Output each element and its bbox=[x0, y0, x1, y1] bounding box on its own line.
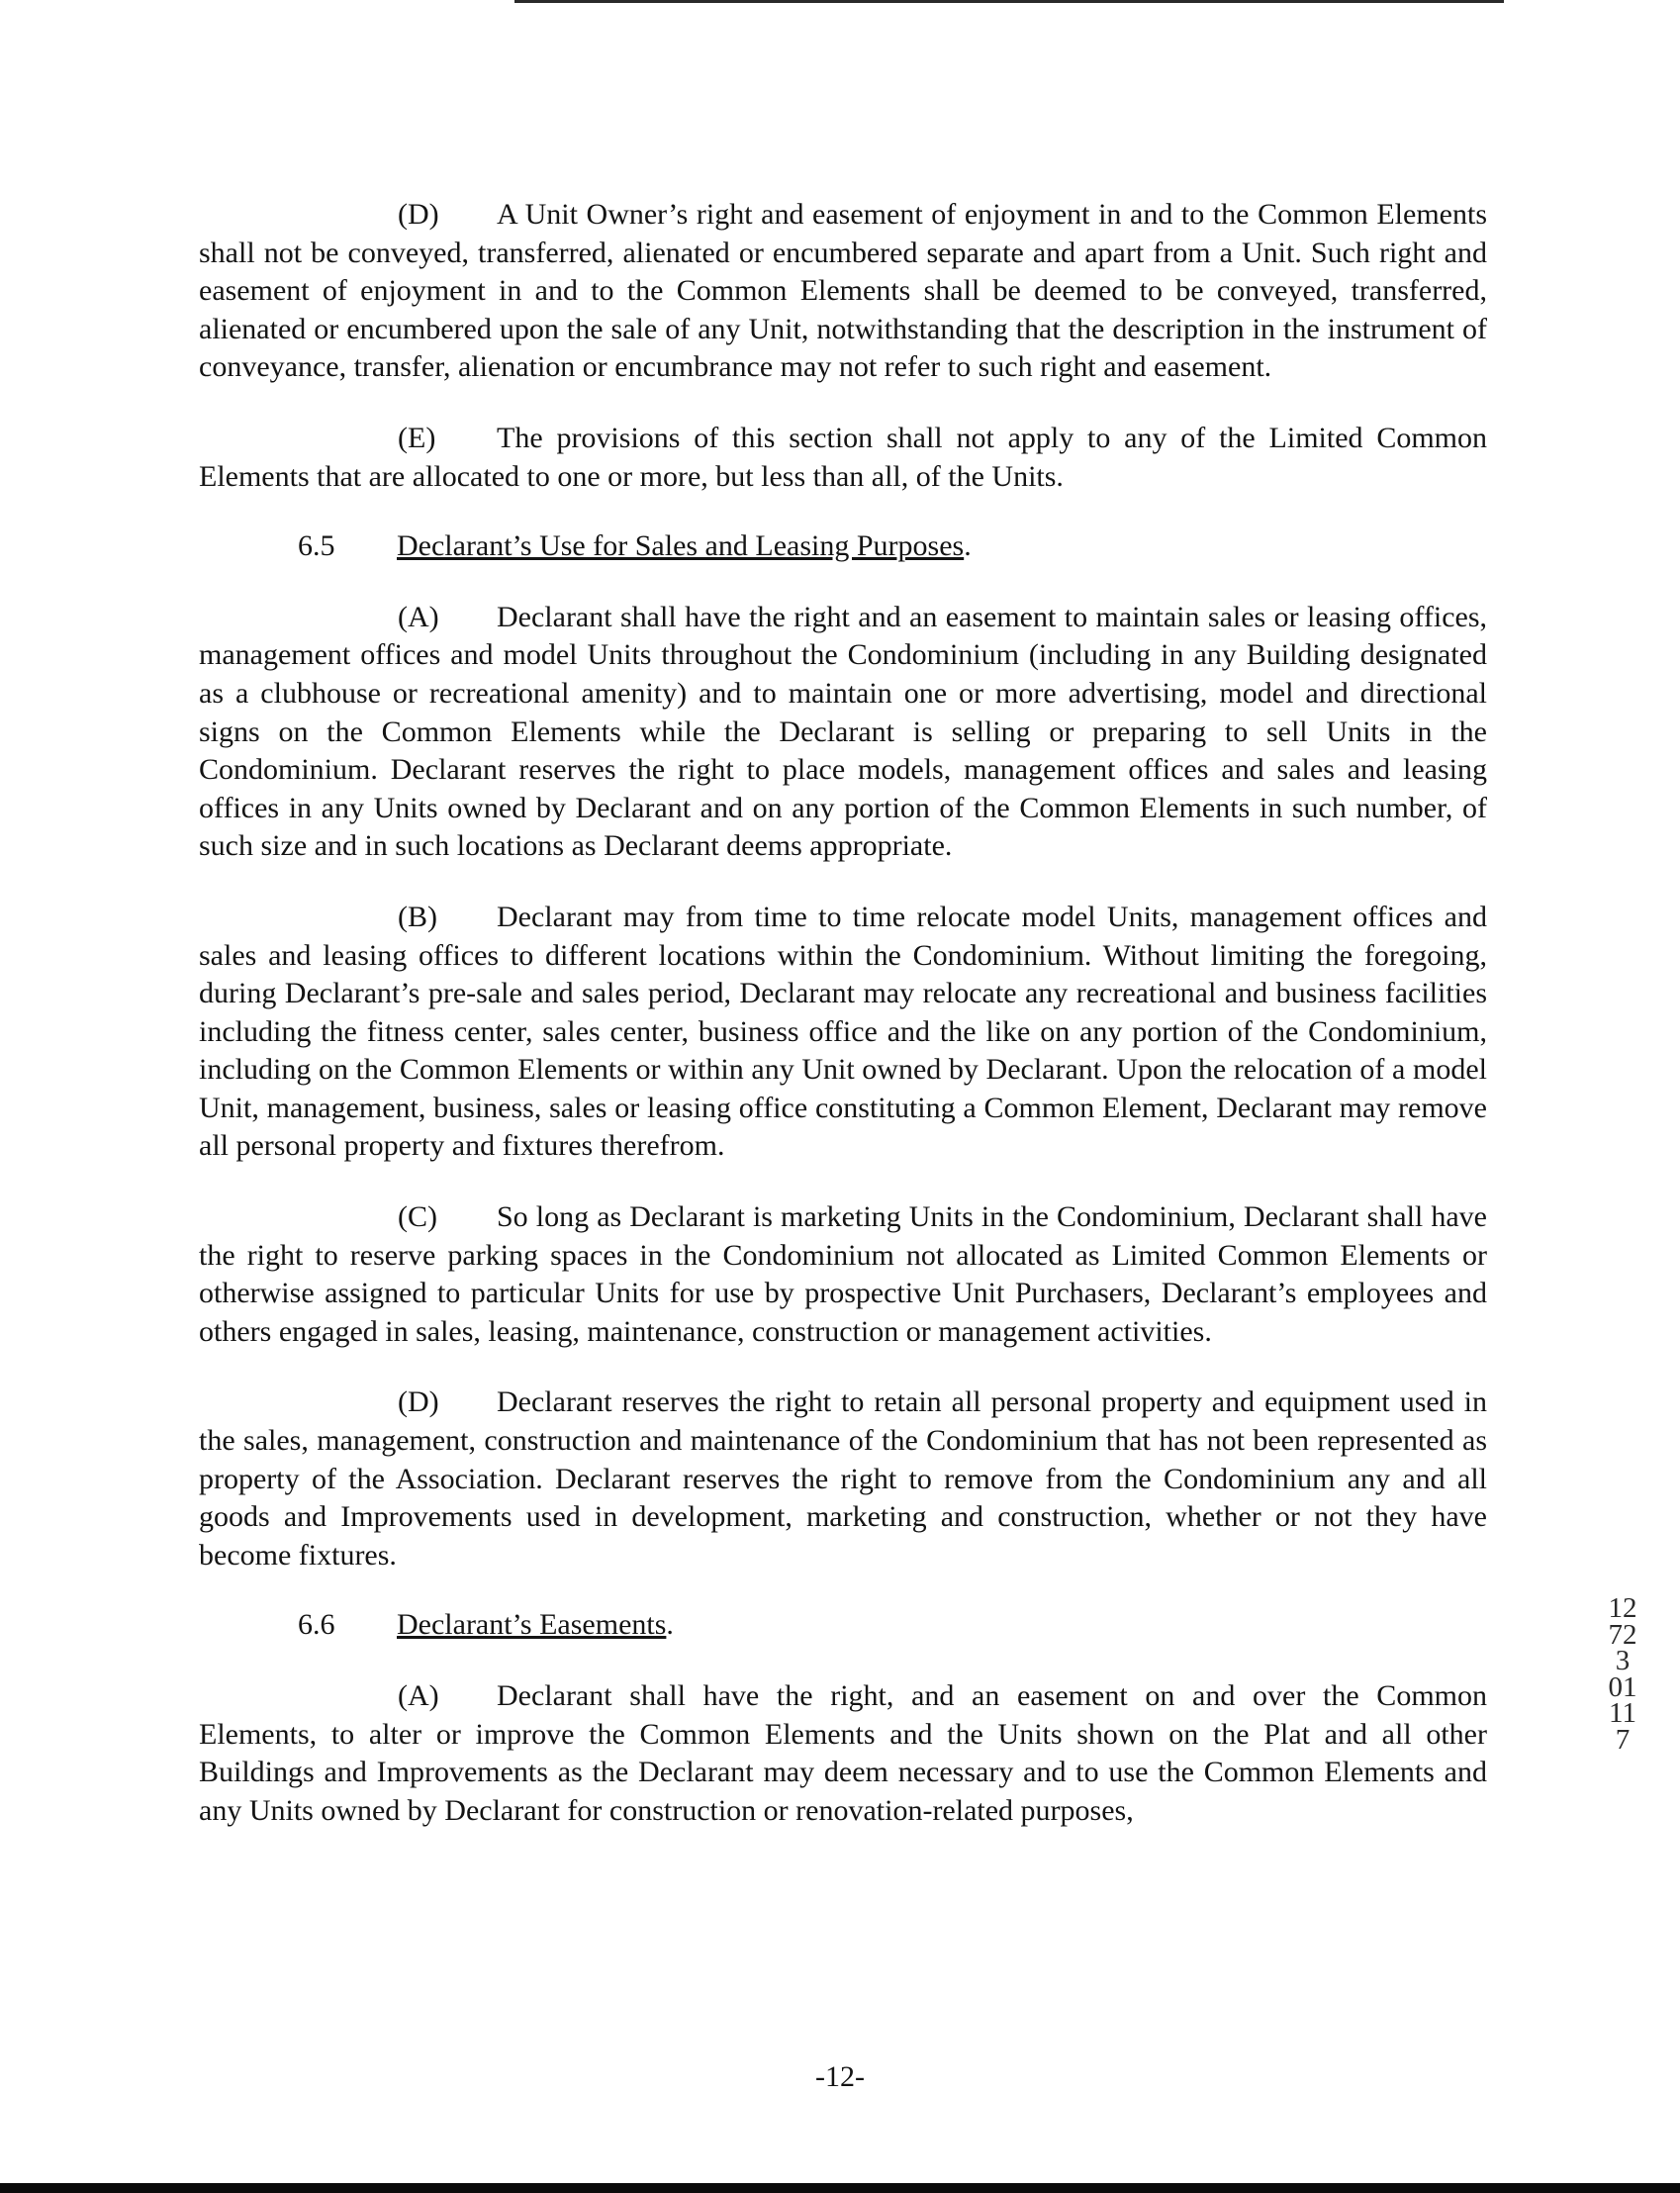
paragraph-6-6-a bbox=[199, 1677, 1487, 1830]
paragraph-text: A Unit Owner’s right and easement of enjoyment in and to the Common Elements shall not be conveyed, transferred, alienated or encumbered separate and apart from a Unit. Such right and easement of enjoyment in and to the Common Elements shall be deemed to be conveyed, transferred, alienated or encumbered upon the sale of any Unit, notwithstanding that the description in the instrument of conveyance, transfer, alienation or encumbrance may not refer to such right and easement. bbox=[199, 198, 1487, 384]
section-heading-6-5 bbox=[199, 527, 1487, 566]
paragraph-text: Declarant shall have the right and an easement to maintain sales or leasing offices, management offices and model Units throughout the Condominium (including in any Building designated as a clubhouse or recreational amenity) and to maintain one or more advertising, model and directional signs on the Common Elements while the Declarant is selling or preparing to sell Units in the Condominium. Declarant reserves the right to place models, management offices and sales and leasing offices in any Units owned by Declarant and on any portion of the Common Elements in such number, of such size and in such locations as Declarant deems appropriate. bbox=[199, 600, 1487, 863]
paragraph-text: So long as Declarant is marketing Units in the Condominium, Declarant shall have the right to reserve parking spaces in the Condominium not allocated as Limited Common Elements or otherwise assigned to particular Units for use by prospective Unit Purchasers, Declarant’s employees and others engaged in sales, leasing, maintenance, construction or management activities. bbox=[199, 1200, 1487, 1348]
paragraph-text: The provisions of this section shall not apply to any of the Limited Common Elements that are allocated to one or more, but less than all, of the Units. bbox=[199, 421, 1487, 493]
section-number: 6.5 bbox=[298, 529, 335, 563]
section-heading-6-6 bbox=[199, 1606, 1487, 1645]
paragraph-marker: (D) bbox=[398, 1385, 439, 1419]
page-body bbox=[199, 196, 1487, 1830]
paragraph-marker: (D) bbox=[398, 198, 439, 231]
paragraph-text: Declarant may from time to time relocate model Units, management offices and sales and leasing offices to different locations within the Condominium. Without limiting the foregoing, during Declarant’s pre-sale and sales period, Declarant may relocate any recreational and business facilities including the fitness center, sales center, business office and the like on any portion of the Condominium, including on the Common Elements or within any Unit owned by Declarant. Upon the relocation of a model Unit, management, business, sales or leasing office constituting a Common Element, Declarant may remove all personal property and fixtures therefrom. bbox=[199, 900, 1487, 1163]
paragraph-marker: (B) bbox=[398, 900, 437, 933]
top-scan-rule bbox=[514, 0, 1504, 3]
paragraph-6-5-d bbox=[199, 1383, 1487, 1574]
paragraph-marker: (A) bbox=[398, 1679, 439, 1712]
paragraph-6-5-c bbox=[199, 1198, 1487, 1351]
section-title-suffix: . bbox=[964, 529, 972, 563]
paragraph-6-4-d bbox=[199, 196, 1487, 387]
section-number: 6.6 bbox=[298, 1608, 335, 1642]
paragraph-6-4-e bbox=[199, 420, 1487, 496]
section-title-suffix: . bbox=[666, 1608, 674, 1642]
recording-number: 12723 01117 bbox=[1608, 1592, 1637, 1756]
paragraph-text: Declarant shall have the right, and an easement on and over the Common Elements, to alter or improve the Common Elements and the Units shown on the Plat and all other Buildings and Improvements as the Declarant may deem necessary and to use the Common Elements and any Units owned by Declarant for construction or renovation-related purposes, bbox=[199, 1679, 1487, 1827]
paragraph-marker: (A) bbox=[398, 600, 439, 633]
paragraph-text: Declarant reserves the right to retain all personal property and equipment used in the sales, management, construction and maintenance of the Condominium that has not been represented as property of the Association. Declarant reserves the right to remove from the Condominium any and all goods and Improvements used in development, marketing and construction, whether or not they have become fixtures. bbox=[199, 1385, 1487, 1572]
section-title: Declarant’s Easements bbox=[397, 1608, 667, 1642]
page-number: -12- bbox=[815, 2060, 865, 2093]
paragraph-marker: (C) bbox=[398, 1200, 437, 1234]
bottom-scan-border bbox=[0, 2183, 1680, 2193]
section-title: Declarant’s Use for Sales and Leasing Purposes bbox=[397, 529, 965, 563]
paragraph-6-5-b bbox=[199, 899, 1487, 1166]
paragraph-6-5-a bbox=[199, 599, 1487, 866]
paragraph-marker: (E) bbox=[398, 421, 436, 454]
